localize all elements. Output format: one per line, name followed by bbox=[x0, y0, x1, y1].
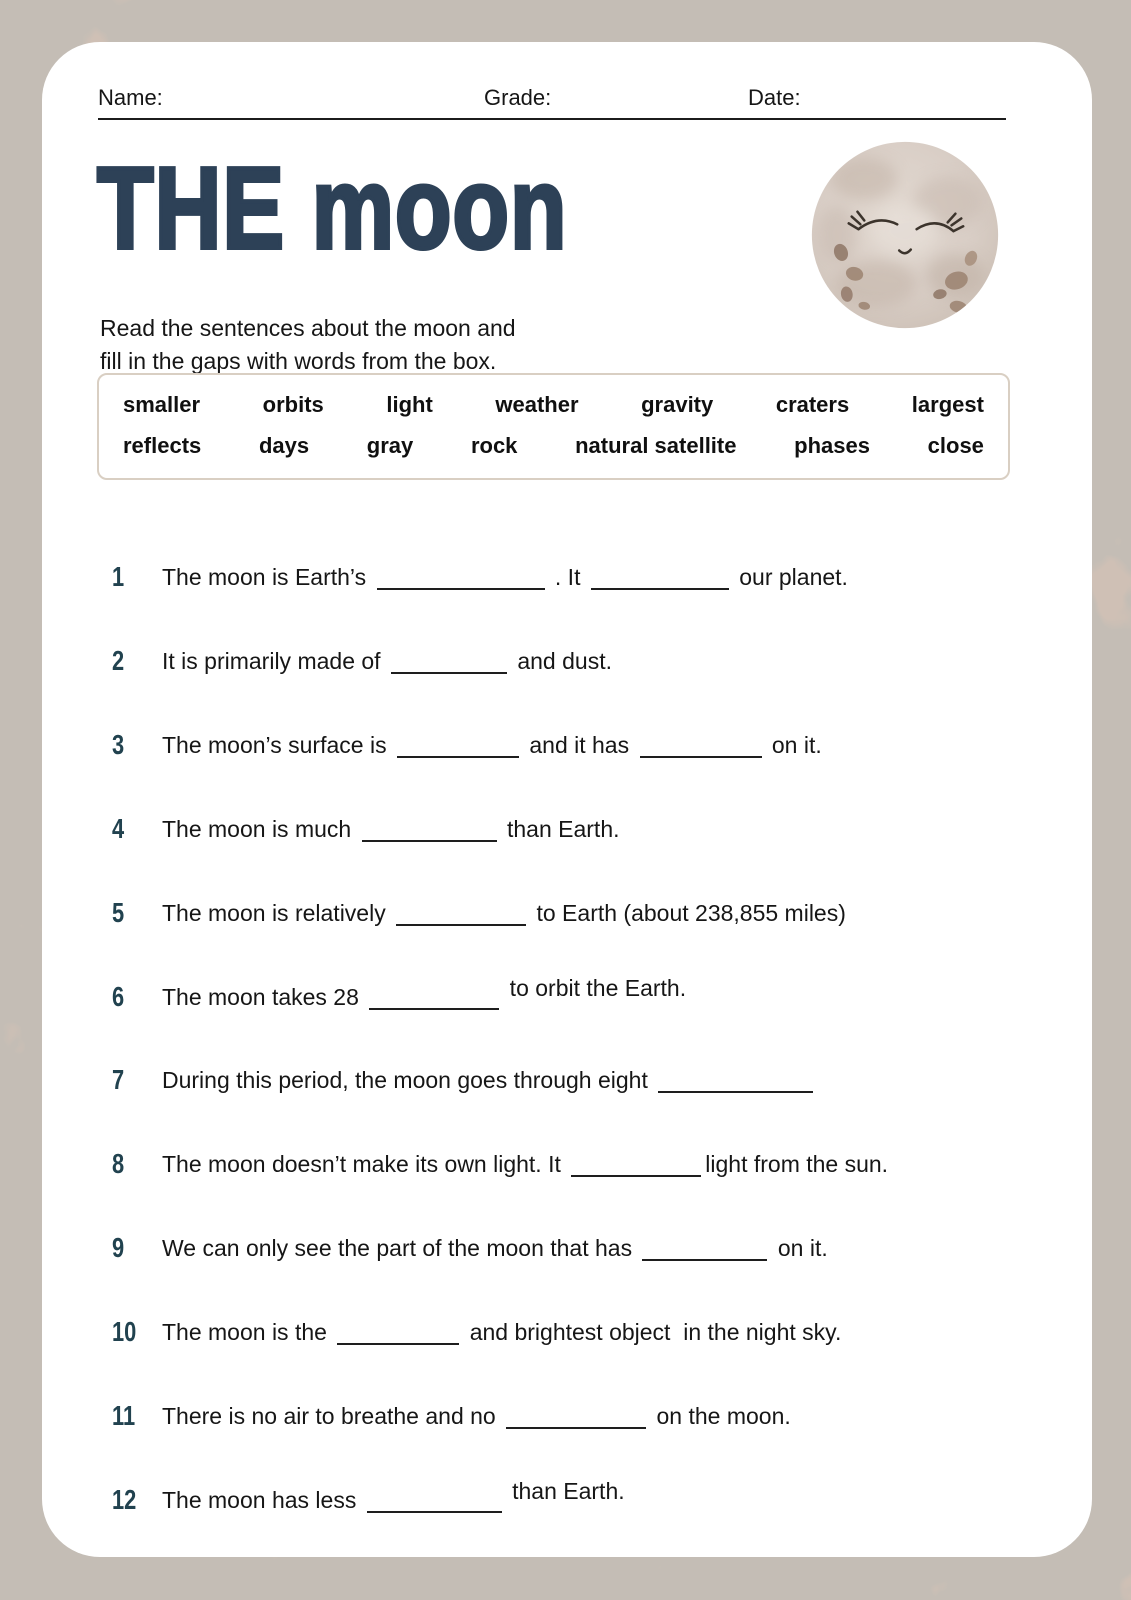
question-text bbox=[162, 975, 1052, 1011]
question-text bbox=[162, 900, 1052, 927]
question-segment: The moon takes 28 bbox=[162, 984, 366, 1010]
fill-in-blank[interactable] bbox=[377, 572, 545, 590]
name-label: Name: bbox=[98, 85, 163, 110]
question-text bbox=[162, 1151, 1052, 1178]
question-number: 11 bbox=[112, 1400, 136, 1431]
question-number: 8 bbox=[112, 1148, 125, 1179]
word-bank-item: craters bbox=[775, 392, 850, 417]
fill-in-blank[interactable] bbox=[506, 1411, 646, 1429]
fill-in-blank[interactable] bbox=[642, 1243, 767, 1261]
question-number: 7 bbox=[112, 1064, 125, 1095]
word-bank-item: natural satellite bbox=[575, 433, 737, 458]
question-number: 2 bbox=[112, 645, 125, 676]
word-bank-row-1 bbox=[123, 392, 984, 418]
date-label: Date: bbox=[748, 85, 801, 110]
question-number: 3 bbox=[112, 729, 125, 760]
question-segment: to orbit the Earth. bbox=[503, 975, 687, 1001]
page-title: THE moon bbox=[97, 143, 568, 273]
question-segment: The moon’s surface is bbox=[162, 732, 393, 758]
fill-in-blank[interactable] bbox=[367, 1495, 502, 1513]
fill-in-blank[interactable] bbox=[397, 740, 519, 758]
grade-label: Grade: bbox=[484, 85, 552, 110]
question-number: 5 bbox=[112, 897, 125, 928]
question-segment: The moon doesn’t make its own light. It bbox=[162, 1151, 568, 1177]
question-segment: The moon is Earth’s bbox=[162, 564, 373, 590]
word-bank-item: smaller bbox=[123, 392, 201, 417]
question-text bbox=[162, 1319, 1052, 1346]
question-number: 6 bbox=[112, 981, 125, 1012]
question-segment: our planet. bbox=[732, 564, 848, 590]
question-number: 9 bbox=[112, 1232, 125, 1263]
question-row bbox=[112, 561, 1052, 592]
word-bank-item: rock bbox=[470, 433, 518, 458]
question-number: 10 bbox=[112, 1316, 137, 1347]
fill-in-blank[interactable] bbox=[337, 1327, 459, 1345]
word-bank-item: gravity bbox=[641, 392, 714, 417]
question-segment: The moon is the bbox=[162, 1319, 334, 1345]
question-segment: on the moon. bbox=[650, 1403, 791, 1429]
fill-in-blank[interactable] bbox=[658, 1075, 813, 1093]
fill-in-blank[interactable] bbox=[369, 992, 499, 1010]
instructions-line2: fill in the gaps with words from the box. bbox=[100, 348, 497, 375]
question-segment: The moon is much bbox=[162, 816, 358, 842]
question-segment: During this period, the moon goes through eight bbox=[162, 1067, 655, 1093]
instructions-line1: Read the sentences about the moon and bbox=[100, 315, 516, 341]
word-bank-item: gray bbox=[366, 433, 414, 458]
question-segment: and it has bbox=[522, 732, 636, 758]
question-text bbox=[162, 732, 1052, 759]
fill-in-blank[interactable] bbox=[396, 908, 526, 926]
fill-in-blank[interactable] bbox=[571, 1159, 701, 1177]
question-number: 1 bbox=[112, 561, 125, 592]
question-number: 12 bbox=[112, 1484, 137, 1515]
question-segment: on it. bbox=[765, 732, 822, 758]
word-bank-row-2 bbox=[123, 433, 984, 459]
question-text bbox=[162, 1403, 1052, 1430]
fill-in-blank[interactable] bbox=[591, 572, 729, 590]
question-segment: than Earth. bbox=[505, 1478, 625, 1504]
worksheet-page bbox=[42, 42, 1092, 1557]
question-row bbox=[112, 729, 1052, 760]
question-segment: The moon has less bbox=[162, 1487, 363, 1513]
question-segment: than Earth. bbox=[500, 816, 620, 842]
question-segment: and dust. bbox=[510, 648, 612, 674]
question-text bbox=[162, 1067, 1052, 1094]
question-segment: We can only see the part of the moon that has bbox=[162, 1235, 639, 1261]
question-number: 4 bbox=[112, 813, 125, 844]
word-bank bbox=[97, 373, 1010, 480]
moon-illustration bbox=[808, 138, 1002, 332]
fill-in-blank[interactable] bbox=[640, 740, 762, 758]
word-bank-item: phases bbox=[794, 433, 870, 458]
question-text bbox=[162, 564, 1052, 591]
question-segment: to Earth (about 238,855 miles) bbox=[530, 900, 846, 926]
question-segment: It is primarily made of bbox=[162, 648, 387, 674]
word-bank-item: days bbox=[258, 433, 310, 458]
word-bank-item: light bbox=[386, 392, 433, 417]
fill-in-blank[interactable] bbox=[362, 824, 497, 842]
word-bank-item: weather bbox=[495, 392, 579, 417]
question-segment: . It bbox=[548, 564, 587, 590]
question-row bbox=[112, 897, 1052, 928]
question-row bbox=[112, 1400, 1052, 1431]
question-row bbox=[112, 1232, 1052, 1263]
instructions bbox=[100, 312, 516, 379]
word-bank-item: close bbox=[927, 433, 984, 458]
question-segment: There is no air to breathe and no bbox=[162, 1403, 503, 1429]
question-text bbox=[162, 1235, 1052, 1262]
question-row bbox=[112, 975, 1052, 1012]
word-bank-item: reflects bbox=[123, 433, 202, 458]
question-segment: The moon is relatively bbox=[162, 900, 393, 926]
question-segment: on it. bbox=[771, 1235, 828, 1261]
fill-in-blank[interactable] bbox=[391, 656, 507, 674]
question-text bbox=[162, 648, 1052, 675]
word-bank-item: orbits bbox=[262, 392, 324, 417]
question-text bbox=[162, 816, 1052, 843]
question-row bbox=[112, 645, 1052, 676]
question-row bbox=[112, 1148, 1052, 1179]
question-row bbox=[112, 813, 1052, 844]
question-row bbox=[112, 1064, 1052, 1095]
question-row bbox=[112, 1478, 1052, 1515]
question-text bbox=[162, 1478, 1052, 1514]
question-row bbox=[112, 1316, 1052, 1347]
header-rule bbox=[98, 118, 1006, 120]
question-segment: and brightest object in the night sky. bbox=[463, 1319, 842, 1345]
question-segment: light from the sun. bbox=[705, 1151, 889, 1177]
word-bank-item: largest bbox=[911, 392, 984, 417]
